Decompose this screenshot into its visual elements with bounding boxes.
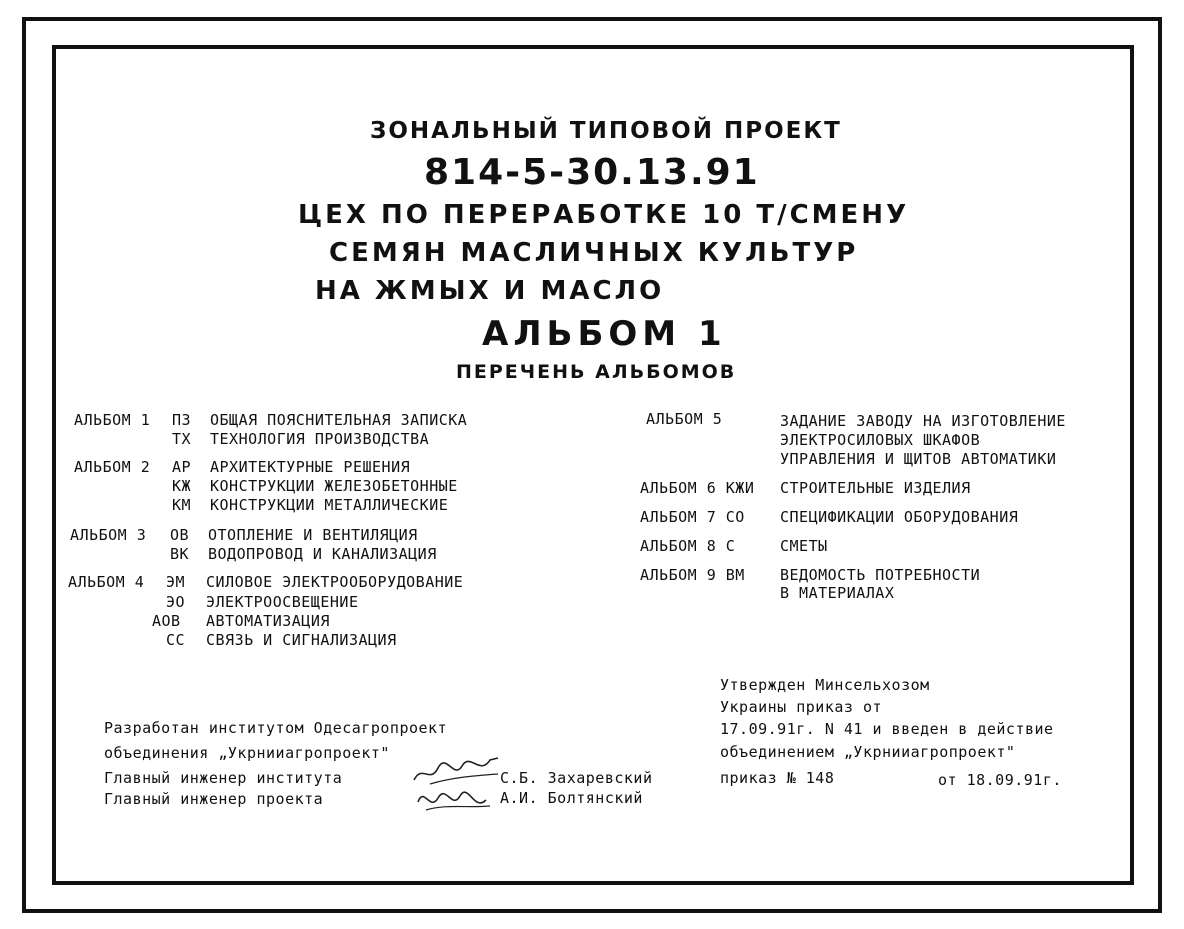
album-left-8-code: ЭО: [166, 593, 186, 611]
album-left-3-code: КЖ: [172, 477, 192, 495]
album-right-3-album: АЛЬБОМ 8 С: [640, 537, 736, 555]
album-left-10-code: СС: [166, 631, 186, 649]
album-left-4-desc: КОНСТРУКЦИИ МЕТАЛЛИЧЕСКИЕ: [210, 496, 449, 514]
album-right-2-album: АЛЬБОМ 7 СО: [640, 508, 745, 526]
album-right-1-album: АЛЬБОМ 6 КЖИ: [640, 479, 755, 497]
title-line-workshop: ЦЕХ ПО ПЕРЕРАБОТКЕ 10 Т/СМЕНУ: [298, 200, 910, 230]
title-line-products: НА ЖМЫХ И МАСЛО: [315, 276, 665, 306]
album-left-3-desc: КОНСТРУКЦИИ ЖЕЛЕЗОБЕТОННЫЕ: [210, 477, 458, 495]
album-left-0-desc: ОБЩАЯ ПОЯСНИТЕЛЬНАЯ ЗАПИСКА: [210, 411, 468, 429]
approval-order: приказ № 148: [720, 769, 835, 787]
album-left-7-album: АЛЬБОМ 4: [68, 573, 145, 591]
approval-line4: объединением „Укрнииагропроект": [720, 743, 1016, 761]
album-left-6-desc: ВОДОПРОВОД И КАНАЛИЗАЦИЯ: [208, 545, 437, 563]
album-left-2-album: АЛЬБОМ 2: [74, 458, 151, 476]
developer-line2: объединения „Укрнииагропроект": [104, 744, 390, 762]
album-heading: АЛЬБОМ 1: [482, 314, 727, 354]
album-right-4-album: АЛЬБОМ 9 ВМ: [640, 566, 745, 584]
album-left-1-code: ТХ: [172, 430, 192, 448]
album-left-8-desc: ЭЛЕКТРООСВЕЩЕНИЕ: [206, 593, 359, 611]
album-left-6-code: ВК: [170, 545, 190, 563]
album-right-0-desc3: УПРАВЛЕНИЯ И ЩИТОВ АВТОМАТИКИ: [780, 450, 1057, 468]
album-left-1-desc: ТЕХНОЛОГИЯ ПРОИЗВОДСТВА: [210, 430, 430, 448]
album-right-0-album: АЛЬБОМ 5: [646, 410, 723, 428]
album-left-0-album: АЛЬБОМ 1: [74, 411, 151, 429]
album-left-4-code: КМ: [172, 496, 192, 514]
approval-line2: Украины приказ от: [720, 698, 883, 716]
album-right-2-desc1: СПЕЦИФИКАЦИИ ОБОРУДОВАНИЯ: [780, 508, 1019, 526]
project-number: 814-5-30.13.91: [424, 152, 760, 193]
album-left-5-desc: ОТОПЛЕНИЕ И ВЕНТИЛЯЦИЯ: [208, 526, 418, 544]
chief-institute-label: Главный инженер института: [104, 769, 343, 787]
album-left-2-code: АР: [172, 458, 192, 476]
developer-line1: Разработан институтом Одесагропроект: [104, 719, 448, 737]
approval-order-date: от 18.09.91г.: [938, 771, 1062, 789]
project-type-heading: ЗОНАЛЬНЫЙ ТИПОВОЙ ПРОЕКТ: [370, 118, 842, 144]
album-left-9-desc: АВТОМАТИЗАЦИЯ: [206, 612, 330, 630]
album-left-7-code: ЭМ: [166, 573, 186, 591]
album-right-3-desc1: СМЕТЫ: [780, 537, 828, 555]
album-left-2-desc: АРХИТЕКТУРНЫЕ РЕШЕНИЯ: [210, 458, 411, 476]
album-right-0-desc1: ЗАДАНИЕ ЗАВОДУ НА ИЗГОТОВЛЕНИЕ: [780, 412, 1066, 430]
approval-line1: Утвержден Минсельхозом: [720, 676, 930, 694]
chief-project-label: Главный инженер проекта: [104, 790, 324, 808]
album-left-5-album: АЛЬБОМ 3: [70, 526, 147, 544]
album-right-4-desc2: В МАТЕРИАЛАХ: [780, 584, 895, 602]
album-left-5-code: ОВ: [170, 526, 190, 544]
album-right-0-desc2: ЭЛЕКТРОСИЛОВЫХ ШКАФОВ: [780, 431, 981, 449]
album-left-9-code: АОВ: [152, 612, 181, 630]
signature-project-icon: [412, 782, 496, 816]
chief-institute-name: С.Б. Захаревский: [500, 769, 653, 787]
album-right-1-desc1: СТРОИТЕЛЬНЫЕ ИЗДЕЛИЯ: [780, 479, 971, 497]
approval-line3: 17.09.91г. N 41 и введен в действие: [720, 720, 1054, 738]
title-line-seeds: СЕМЯН МАСЛИЧНЫХ КУЛЬТУР: [329, 238, 859, 268]
album-left-10-desc: СВЯЗЬ И СИГНАЛИЗАЦИЯ: [206, 631, 397, 649]
album-left-7-desc: СИЛОВОЕ ЭЛЕКТРООБОРУДОВАНИЕ: [206, 573, 464, 591]
album-right-4-desc1: ВЕДОМОСТЬ ПОТРЕБНОСТИ: [780, 566, 981, 584]
chief-project-name: А.И. Болтянский: [500, 789, 643, 807]
album-left-0-code: ПЗ: [172, 411, 192, 429]
album-list-heading: ПЕРЕЧЕНЬ АЛЬБОМОВ: [456, 361, 737, 383]
